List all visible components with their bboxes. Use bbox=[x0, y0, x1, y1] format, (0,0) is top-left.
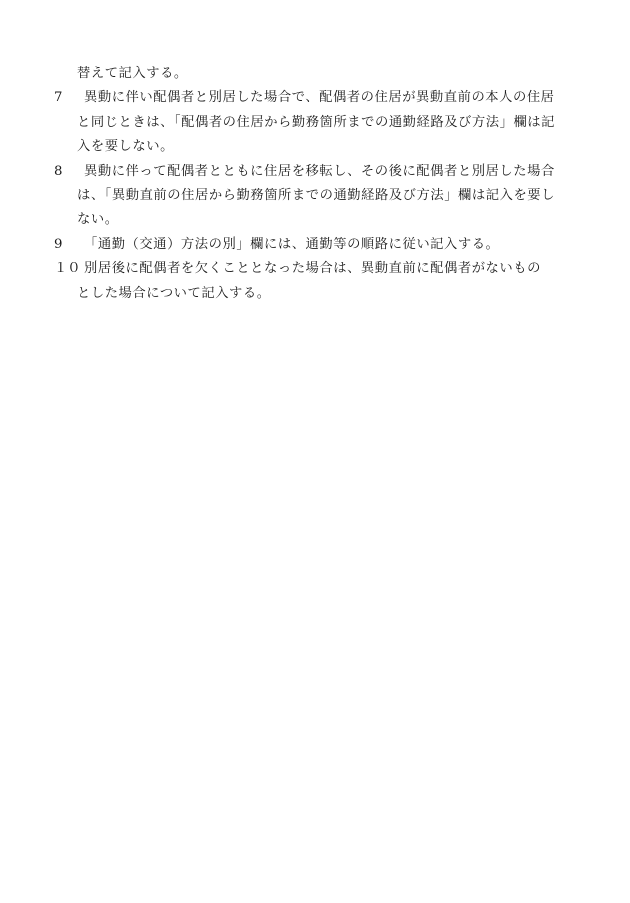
item-7-line-2: と同じときは、「配偶者の住居から勤務箇所までの通勤経路及び方法」欄は記 bbox=[77, 114, 555, 130]
item-9-number: 9 bbox=[54, 236, 63, 252]
instructions-text bbox=[54, 62, 592, 306]
item-9-text-1: 「通勤（交通）方法の別」欄には、通勤等の順路に従い記入する。 bbox=[84, 236, 500, 252]
item-10-text-1: 別居後に配偶者を欠くこととなった場合は、異動直前に配偶者がないもの bbox=[84, 261, 541, 277]
item-8-line-3: ない。 bbox=[77, 212, 119, 228]
item-9-line-1 bbox=[54, 233, 592, 257]
item-10-number: １０ bbox=[54, 261, 81, 277]
item-7-number: 7 bbox=[54, 90, 63, 106]
item-8-number: 8 bbox=[54, 163, 63, 179]
item-7-line-3: 入を要しない。 bbox=[77, 139, 174, 155]
intro-continuation-line: 替えて記入する。 bbox=[77, 66, 188, 81]
item-7-line-1 bbox=[54, 86, 592, 110]
item-10-line-2: とした場合について記入する。 bbox=[77, 285, 271, 301]
item-7-text-1: 異動に伴い配偶者と別居した場合で、配偶者の住居が異動直前の本人の住居 bbox=[84, 90, 555, 106]
item-8-line-1 bbox=[54, 160, 592, 184]
item-8-line-2: は、「異動直前の住居から勤務箇所までの通勤経路及び方法」欄は記入を要し bbox=[77, 187, 555, 203]
item-10-line-1 bbox=[54, 257, 592, 281]
item-8-text-1: 異動に伴って配偶者とともに住居を移転し、その後に配偶者と別居した場合 bbox=[84, 163, 555, 179]
